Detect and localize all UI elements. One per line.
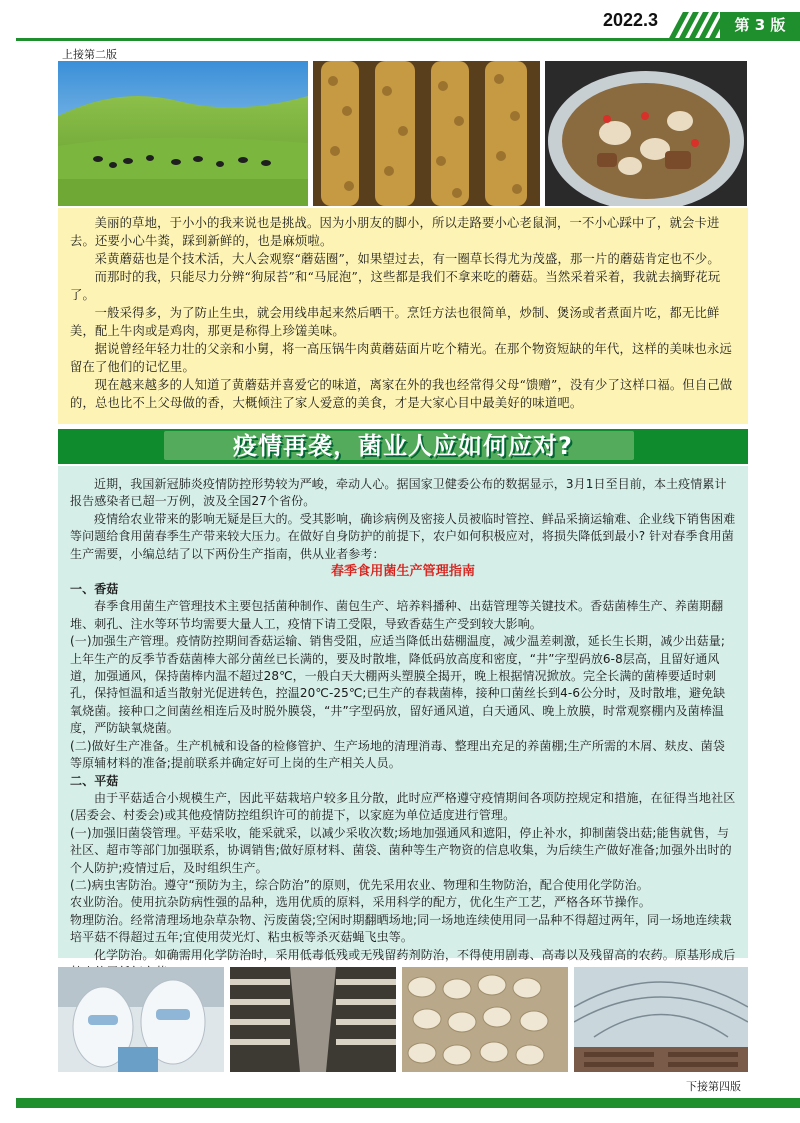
section-title-oyster-mushroom: 二、平菇 [70, 773, 119, 788]
physical-control: 物理防治。经常清理场地杂草杂物、污废菌袋;空闲时期翻晒场地;同一场地连续使用同一品种不得超过两年，同一场地连续栽培平菇不得超过五年;宜使用荧光灯、粘虫板等杀灭菇蝇飞虫等。 [70, 912, 732, 945]
header-stripes-decoration [672, 12, 718, 38]
pest-control: (二)病虫害防治。遵守“预防为主，综合防治”的原则，优先采用农业、物理和生物防治，配合使用化学防治。 [70, 877, 649, 892]
mushroom-bags-photo [402, 967, 568, 1072]
mushroom-stew-photo [545, 61, 747, 206]
shiitake-intro: 春季食用菌生产管理技术主要包括菌种制作、菌包生产、培养料播种、出菇管理等关键技术。香菇菌棒生产、养菌期翻堆、刺孔、注水等环节均需要大量人工，疫情下请工受限，导致香菇生产受到较大影响。 [70, 599, 724, 631]
article-intro-paragraph: 疫情给农业带来的影响无疑是巨大的。受其影响，确诊病例及密接人员被临时管控、鲜品采摘运输难、企业线下销售困难等问题给食用菌春季生产带来较大压力。在做好自身防护的前提下，农户如何积极应对，将损失降低到最小? 针对春季食用菌生产需要，小编总结了以下两份生产指南，供从业者参考： [70, 511, 736, 561]
story-paragraph: 美丽的草地，于小小的我来说也是挑战。因为小朋友的脚小，所以走路要小心老鼠洞，一不小心踩中了，就会卡进去。还要小心牛粪，踩到新鲜的，也是麻烦啦。 [70, 216, 720, 248]
header-rule [16, 38, 800, 41]
section-title-shiitake: 一、香菇 [70, 582, 119, 597]
page-header [0, 0, 800, 44]
continued-to-label: 下接第四版 [686, 1080, 741, 1093]
grassland-yak-photo [58, 61, 308, 206]
footer-rule [16, 1098, 800, 1108]
continued-from-label: 上接第二版 [62, 48, 117, 61]
story-paragraph: 现在越来越多的人知道了黄蘑菇并喜爱它的味道，离家在外的我也经常得父母“馈赠”，没有少了这样口福。但自己做的，总也比不上父母做的香，大概倾注了家人爱意的美食，才是大家心目中最美好的味道吧。 [70, 378, 733, 410]
agricultural-control: 农业防治。使用抗杂防病性强的品种，选用优质的原料，采用科学的配方，优化生产工艺，严格各环节操作。 [70, 895, 651, 910]
story-paragraph: 而那时的我，只能尽力分辨“狗尿苔”和“马屁泡”，这些都是我们不拿来吃的蘑菇。当然采着采着，我就去摘野花玩了。 [70, 270, 721, 302]
page-number-badge: 第 3 版 [720, 12, 800, 38]
old-bag-management: (一)加强旧菌袋管理。平菇采收，能采就采，以减少采收次数;场地加强通风和遮阳，停止补水，抑制菌袋出菇;能售就售，与社区、超市等部门加强联系，协调销售;做好原材料、菌袋、菌种等生产物资的信息收集，为后续生产做好准备;加强外出时的个人防护;疫情过后，及时组织生产。 [70, 825, 732, 875]
story-paragraph: 据说曾经年轻力壮的父亲和小舅，将一高压锅牛肉黄蘑菇面片吃个精光。在那个物资短缺的年代，这样的美味也永远留在了他们的记忆里。 [70, 342, 732, 374]
mushroom-shed-shelves-photo [230, 967, 396, 1072]
article-intro-paragraph: 近期，我国新冠肺炎疫情防控形势较为严峻，牵动人心。据国家卫健委公布的数据显示，3月1日至目前，本土疫情累计报告感染者已超一万例，波及全国27个省份。 [70, 477, 727, 509]
chemical-control: 化学防治。如确需用化学防治时，采用低毒低残或无残留药剂防治，不得使用剧毒、高毒以及残留高的农药。原基形成后 [94, 947, 736, 962]
headline-banner [58, 429, 748, 464]
issue-date: 2022.3 [603, 10, 659, 30]
shiitake-production-management: (一)加强生产管理。疫情防控期间香菇运输、销售受阻，应适当降低出菇棚温度，减少温差刺激，延长生长期，减少出菇量;上年生产的反季节香菇菌棒大部分菌丝已长满的，要及时散堆，降低码放高度和密度，“井”字型码放6-8层高，且留好通风道，加强通风，保持菌棒内温不超过28℃，一般白天大棚两头塑膜全揭开，晚上根据情况掀放。完全长满的菌棒要适时刺孔，保持恒温和适当散射光促进转色，控温20℃-25℃;已生产的春栽菌棒，接种口菌丝长到4-6公分时，及时散堆，避免缺氧烧菌。接种口之间菌丝相连后及时脱外膜袋，“井”字型码放，留好通风道，白天通风、晚上放膜，时常观察棚内及菌棒温度，严防缺氧烧菌。 [70, 634, 726, 736]
dried-mushroom-strings-photo [313, 61, 540, 206]
article-headline: 疫情再袭，菌业人应如何应对? [233, 432, 573, 460]
story-paragraph: 一般采得多，为了防止生虫，就会用线串起来然后晒干。烹饪方法也很简单，炒制、煲汤或者煮面片吃，都无比鲜美，配上牛肉或是鸡肉，那更是称得上珍馐美味。 [70, 306, 720, 338]
shiitake-production-preparation: (二)做好生产准备。生产机械和设备的检修管护、生产场地的清理消毒、整理出充足的养菌棚;生产所需的木屑、麸皮、菌袋等原辅材料的准备;提前联系并确定好可上岗的生产相关人员。 [70, 738, 726, 771]
mushroom-memory-story [58, 208, 748, 424]
epidemic-article [58, 466, 748, 962]
story-paragraph: 采黄蘑菇也是个技术活，大人会观察“蘑菇圈”，如果望过去，有一圈草长得尤为茂盛，那一片的蘑菇肯定也不少。 [94, 252, 720, 266]
oyster-mushroom-intro: 由于平菇适合小规模生产，因此平菇栽培户较多且分散，此时应严格遵守疫情期间各项防控规定和措施，在征得当地社区(居委会、村委会)或其他疫情防控组织许可的前提下，以家庭为单位适度进行管理。 [70, 790, 736, 823]
guide-subtitle: 春季食用菌生产管理指南 [330, 564, 476, 580]
lab-workers-photo [58, 967, 224, 1072]
greenhouse-photo [574, 967, 748, 1072]
